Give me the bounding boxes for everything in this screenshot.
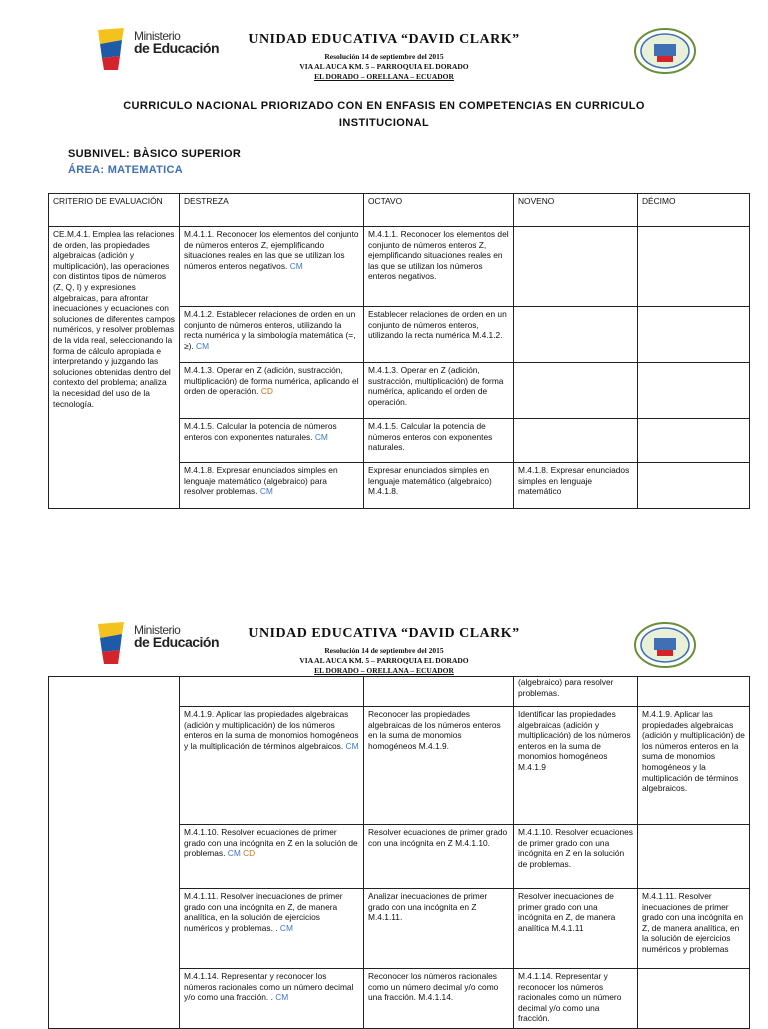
subnivel-label: SUBNIVEL: BÀSICO SUPERIOR xyxy=(68,148,242,160)
destreza-cell: M.4.1.9. Aplicar las propiedades algebraicas (adición y multiplicación) de los números enteros en la suma de monomios homogéneos y la multiplicación de términos algebraicos. CM xyxy=(180,707,364,825)
decimo-cell xyxy=(638,227,750,307)
school-title: UNIDAD EDUCATIVA “DAVID CLARK” xyxy=(248,626,520,641)
noveno-cell xyxy=(514,307,638,363)
address-line: VIA AL AUCA KM. 5 – PARROQUIA EL DORADO xyxy=(299,62,469,71)
page-header xyxy=(0,0,768,81)
header-decimo: DÉCIMO xyxy=(638,194,750,227)
destreza-cell: M.4.1.11. Resolver inecuaciones de primer grado con una incógnita en Z, de manera analítica, en la solución de ejercicios numéricos y problemas. . CM xyxy=(180,889,364,969)
table-header-row xyxy=(49,194,750,227)
area-label: ÁREA: MATEMATICA xyxy=(68,164,183,176)
criterio-cell xyxy=(49,677,180,1029)
destreza-cell: M.4.1.1. Reconocer los elementos del conjunto de números enteros Z, ejemplificando situaciones reales en las que se utilizan los números enteros negativos. CM xyxy=(180,227,364,307)
decimo-cell xyxy=(638,825,750,889)
octavo-cell: Analizar inecuaciones de primer grado con una incógnita en Z M.4.1.11. xyxy=(364,889,514,969)
ministry-line-1: Ministerio xyxy=(134,623,181,637)
destreza-cell: M.4.1.14. Representar y reconocer los números racionales como un número decimal y/o como una fracción. . CM xyxy=(180,969,364,1029)
decimo-cell: M.4.1.11. Resolver inecuaciones de primer grado con una incógnita en Z, de manera analítica, en la solución de ejercicios numéricos y problemas xyxy=(638,889,750,969)
noveno-cell xyxy=(514,419,638,463)
destreza-cell: M.4.1.3. Operar en Z (adición, sustracción, multiplicación) de forma numérica, aplicando el orden de operación. CD xyxy=(180,363,364,419)
ministry-line-2: de Educación xyxy=(134,634,220,650)
noveno-cell: Resolver inecuaciones de primer grado con una incógnita en Z, de manera analítica M.4.1.11 xyxy=(514,889,638,969)
header-octavo: OCTAVO xyxy=(364,194,514,227)
noveno-cell: M.4.1.14. Representar y reconocer los números racionales como un número decimal y/o como una fracción. xyxy=(514,969,638,1029)
page-2 xyxy=(0,594,768,1024)
destreza-cell xyxy=(180,677,364,707)
octavo-cell: M.4.1.1. Reconocer los elementos del conjunto de números enteros Z, ejemplificando situaciones reales en las que se utilizan los números enteros negativos. xyxy=(364,227,514,307)
document-title: CURRICULO NACIONAL PRIORIZADO CON EN ENFASIS EN COMPETENCIAS EN CURRICULO INSTITUCIONAL xyxy=(123,100,645,129)
location-line: EL DORADO – ORELLANA – ECUADOR xyxy=(314,666,454,675)
noveno-cell: (algebraico) para resolver problemas. xyxy=(514,677,638,707)
header-criterio: CRITERIO DE EVALUACIÓN xyxy=(49,194,180,227)
header-noveno: NOVENO xyxy=(514,194,638,227)
decimo-cell xyxy=(638,419,750,463)
noveno-cell: M.4.1.10. Resolver ecuaciones de primer grado con una incógnita en Z en la solución de problemas. xyxy=(514,825,638,889)
curriculum-table-2 xyxy=(48,676,750,1029)
octavo-cell xyxy=(364,677,514,707)
school-seal-icon xyxy=(632,26,698,76)
noveno-cell xyxy=(514,363,638,419)
decimo-cell xyxy=(638,677,750,707)
decimo-cell xyxy=(638,463,750,509)
curriculum-table-1 xyxy=(48,193,750,509)
noveno-cell: M.4.1.8. Expresar enunciados simples en lenguaje matemático xyxy=(514,463,638,509)
table-row xyxy=(49,227,750,307)
octavo-cell: Establecer relaciones de orden en un conjunto de números enteros, utilizando la recta numérica M.4.1.2. xyxy=(364,307,514,363)
location-line: EL DORADO – ORELLANA – ECUADOR xyxy=(314,72,454,81)
octavo-cell: Reconocer las propiedades algebraicas de los números enteros en la suma de monomios homogéneos M.4.1.9. xyxy=(364,707,514,825)
octavo-cell: M.4.1.5. Calcular la potencia de números enteros con exponentes naturales. xyxy=(364,419,514,463)
destreza-cell: M.4.1.5. Calcular la potencia de números enteros con exponentes naturales. CM xyxy=(180,419,364,463)
address-line: VIA AL AUCA KM. 5 – PARROQUIA EL DORADO xyxy=(299,656,469,665)
ministry-line-2: de Educación xyxy=(134,40,220,56)
school-title: UNIDAD EDUCATIVA “DAVID CLARK” xyxy=(248,32,520,47)
decimo-cell xyxy=(638,363,750,419)
header-destreza: DESTREZA xyxy=(180,194,364,227)
destreza-cell: M.4.1.2. Establecer relaciones de orden en un conjunto de números enteros, utilizando la recta numérica y la simbología matemática (=, ≥). CM xyxy=(180,307,364,363)
octavo-cell: Reconocer los números racionales como un número decimal y/o como una fracción. M.4.1.14. xyxy=(364,969,514,1029)
noveno-cell xyxy=(514,227,638,307)
page-header xyxy=(0,594,768,675)
resolution-line: Resolución 14 de septiembre del 2015 xyxy=(324,52,444,61)
resolution-line: Resolución 14 de septiembre del 2015 xyxy=(324,646,444,655)
ministry-line-1: Ministerio xyxy=(134,29,181,43)
school-seal-icon xyxy=(632,620,698,670)
decimo-cell xyxy=(638,307,750,363)
octavo-cell: Resolver ecuaciones de primer grado con una incógnita en Z M.4.1.10. xyxy=(364,825,514,889)
table-row xyxy=(49,677,750,707)
criterio-cell: CE.M.4.1. Emplea las relaciones de orden, las propiedades algebraicas (adición y multiplicación), las operaciones con distintos tipos de números (Z, Q, I) y expresiones algebraicas, para afrontar inecuaciones y ecuaciones con soluciones de diferentes campos numéricos, y resolver problemas de la vida real, seleccionando la forma de cálculo apropiada e interpretando y juzgando las soluciones obtenidas dentro del contexto del problema; analiza la necesidad del uso de la tecnología. xyxy=(49,227,180,509)
decimo-cell xyxy=(638,969,750,1029)
destreza-cell: M.4.1.10. Resolver ecuaciones de primer grado con una incógnita en Z en la solución de problemas. CM CD xyxy=(180,825,364,889)
decimo-cell: M.4.1.9. Aplicar las propiedades algebraicas (adición y multiplicación) de los números enteros en la suma de monomios homogéneos y la multiplicación de términos algebraicos. xyxy=(638,707,750,825)
noveno-cell: Identificar las propiedades algebraicas (adición y multiplicación) de los números enteros en la suma de monomios homogéneos M.4.1.9 xyxy=(514,707,638,825)
destreza-cell: M.4.1.8. Expresar enunciados simples en lenguaje matemático (algebraico) para resolver problemas. CM xyxy=(180,463,364,509)
octavo-cell: Expresar enunciados simples en lenguaje matemático (algebraico) M.4.1.8. xyxy=(364,463,514,509)
octavo-cell: M.4.1.3. Operar en Z (adición, sustracción, multiplicación) de forma numérica, aplicando el orden de operación. xyxy=(364,363,514,419)
